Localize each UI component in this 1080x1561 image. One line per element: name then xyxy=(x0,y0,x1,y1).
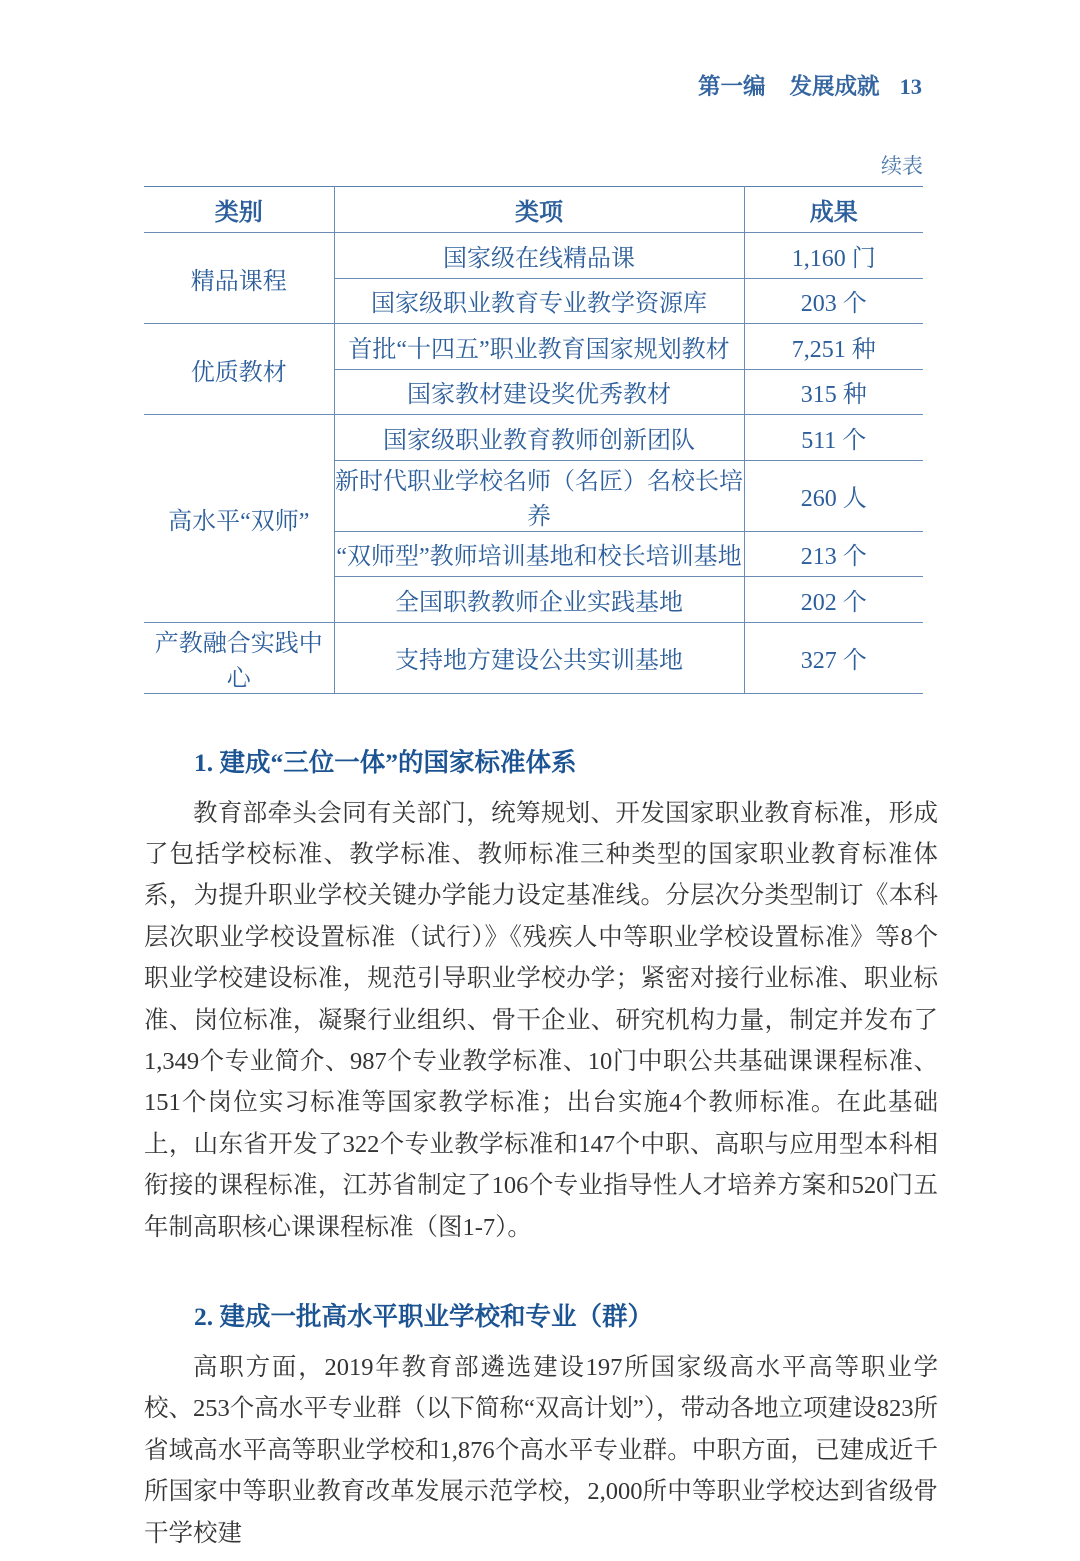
continued-table-label: 续表 xyxy=(881,154,923,178)
page-header xyxy=(144,72,938,102)
header-section-title: 发展成就 xyxy=(789,74,880,99)
table-row xyxy=(144,622,923,693)
table-item-cell: 国家级在线精品课 xyxy=(334,233,744,279)
table-item-cell: 支持地方建设公共实训基地 xyxy=(334,622,744,693)
table-item-cell: 全国职教教师企业实践基地 xyxy=(334,577,744,623)
table-result-cell: 202 个 xyxy=(744,577,923,623)
table-item-cell: “双师型”教师培训基地和校长培训基地 xyxy=(334,531,744,577)
table-category-cell: 产教融合实践中心 xyxy=(144,622,334,693)
table-header-row xyxy=(144,187,923,233)
achievements-table xyxy=(144,186,923,694)
body-paragraph: 高职方面，2019年教育部遴选建设197所国家级高水平高等职业学校、253个高水平专业群（以下简称“双高计划”），带动各地立项建设823所省域高水平高等职业学校和1,876个高水平专业群。中职方面，已建成近千所国家中等职业教育改革发展示范学校，2,000所中等职业学校达到省级骨干学校建 xyxy=(144,1353,938,1547)
table-result-cell: 7,251 种 xyxy=(744,324,923,370)
table-item-cell: 新时代职业学校名师（名匠）名校长培养 xyxy=(334,460,744,531)
table-item-cell: 国家教材建设奖优秀教材 xyxy=(334,369,744,415)
table-category-cell: 精品课程 xyxy=(144,233,334,324)
table-column-header: 类别 xyxy=(144,187,334,233)
table-result-cell: 327 个 xyxy=(744,622,923,693)
section-heading: 1. 建成“三位一体”的国家标准体系 xyxy=(194,747,577,777)
header-section-number: 第一编 xyxy=(697,74,766,99)
table-column-header: 类项 xyxy=(334,187,744,233)
table-item-cell: 国家级职业教育教师创新团队 xyxy=(334,415,744,461)
table-result-cell: 315 种 xyxy=(744,369,923,415)
header-page-number: 13 xyxy=(899,74,922,99)
section xyxy=(144,746,938,1248)
table-result-cell: 213 个 xyxy=(744,531,923,577)
table-result-cell: 203 个 xyxy=(744,278,923,324)
table-item-cell: 国家级职业教育专业教学资源库 xyxy=(334,278,744,324)
table-result-cell: 511 个 xyxy=(744,415,923,461)
table-row xyxy=(144,324,923,370)
section-heading: 2. 建成一批高水平职业学校和专业（群） xyxy=(194,1301,654,1331)
body-sections xyxy=(144,746,938,1555)
table-result-cell: 260 人 xyxy=(744,460,923,531)
section xyxy=(144,1300,938,1554)
table-item-cell: 首批“十四五”职业教育国家规划教材 xyxy=(334,324,744,370)
table-row xyxy=(144,233,923,279)
table-category-cell: 优质教材 xyxy=(144,324,334,415)
table-row xyxy=(144,415,923,461)
table-result-cell: 1,160 门 xyxy=(744,233,923,279)
table-column-header: 成果 xyxy=(744,187,923,233)
table-category-cell: 高水平“双师” xyxy=(144,415,334,623)
body-paragraph: 教育部牵头会同有关部门，统筹规划、开发国家职业教育标准，形成了包括学校标准、教学标准、教师标准三种类型的国家职业教育标准体系，为提升职业学校关键办学能力设定基准线。分层次分类型制订《本科层次职业学校设置标准（试行）》《残疾人中等职业学校设置标准》等8个职业学校建设标准，规范引导职业学校办学；紧密对接行业标准、职业标准、岗位标准，凝聚行业组织、骨干企业、研究机构力量，制定并发布了1,349个专业简介、987个专业教学标准、10门中职公共基础课课程标准、151个岗位实习标准等国家教学标准；出台实施4个教师标准。在此基础上，山东省开发了322个专业教学标准和147个中职、高职与应用型本科相衔接的课程标准，江苏省制定了106个专业指导性人才培养方案和520门五年制高职核心课课程标准（图1-7）。 xyxy=(144,799,938,1241)
